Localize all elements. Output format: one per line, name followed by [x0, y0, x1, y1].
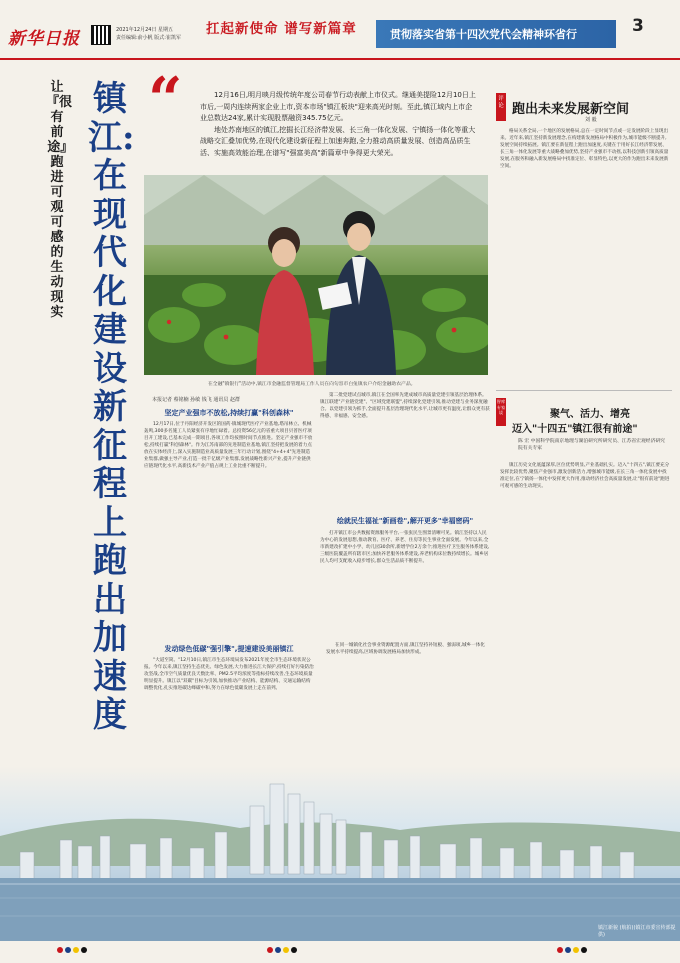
newspaper-logo: 新华日报: [8, 29, 80, 49]
column-banner: [376, 20, 616, 48]
date-info: [116, 26, 181, 42]
date-line: 2021年12月24日 星期五: [116, 27, 174, 33]
lead-paragraphs: [200, 90, 478, 159]
expert-author: 陈 宏 中国科学院南京地理与湖泊研究所研究员、江苏省宏观经济研究院有关专家: [518, 439, 665, 451]
greenhouse-photo: [144, 175, 488, 375]
qr-code-icon: [92, 26, 110, 44]
commentary-body: 格局关系全局,一个地区的发展格局,总在一定时间节点或一定发展阶段上显现出来。近年来,镇江坚持新发展理念,在构建新发展格局中积极作为,城市能级不断提升,发展空间持续拓展。镇江要在新征程上跑出加速度,关键在于用好长江经济带发展、长三角一体化发展等重大战略叠加优势,坚持产业强市不动摇,以科技创新引领高质量发展,在服务和融入新发展格局中找准定位、彰显特色,以更大的作为跑出未来发展新空间。: [500, 129, 669, 169]
expert-body: 镇江历史文化底蕴深厚,区位优势明显,产业基础扎实。迈入"十四五",镇江要充分发挥比较优势,聚焦产业强市,激发创新活力,增强城市能级,在长三角一体化发展中找准定位,在宁镇扬一体化中发挥更大作用,推动经济社会高质量发展,让"很有前途"跑进可观可感的生动现实。: [500, 463, 670, 489]
commentary-title: 跑出未来发展新空间: [512, 102, 630, 117]
lead-paragraph-1: 12月16日,明月映月级传统年度公司春节行动表献上市仪式。继通美提险12月10日上市后,一周内连续两家企业上市,资本市场"镇江板块"迎来高光时刻。至此,镇江域内上市企业总数达24家,累计实现股票融资345.75亿元。: [200, 91, 476, 122]
commentary-author: 刘 毅: [585, 117, 597, 123]
city-skyline-illustration: [0, 766, 680, 941]
section-2-title: 发动绿色低碳"强引擎",提速建设美丽镇江: [164, 645, 294, 653]
greenhouse-photo-illustration: [144, 175, 488, 375]
section-3-body: 第二批党建试点城市,镇江在全国率先建成城市高质量党建引领基层治理体系。镇江联建"产业链党建"、"区域党建联盟",持续深化党建引领,推动党建与业务深度融合。以党建引领为抓手,全面提升基层治理现代化水平,让城市更有温度,让群众更有获得感、幸福感、安全感。: [320, 393, 490, 419]
quote-mark-icon: “: [148, 65, 183, 135]
article-column-1: [144, 408, 314, 777]
section-2-body: "大道至简。"12月10日,镇江市生态环境局发布2021年度全市生态环境状况公报。今年以来,镇江坚持生态优先、绿色发展,大力推进长江大保护,持续打好污染防治攻坚战,全市空气质量优良天数比率、PM2.5平均浓度等指标持续改善,生态环境质量明显提升。镇江以"双碳"目标为引领,加快推动产业结构、能源结构、交通运输结构调整优化,扎实推进碳达峰碳中和,努力在绿色低碳发展上走在前列。: [144, 658, 314, 691]
byline: 本报记者 蔡铭楠 孙敏 钱飞 通讯员 赵群: [152, 397, 240, 403]
expert-title-line-2: 迈入"十四五"镇江很有前途": [512, 424, 638, 435]
masthead: [0, 0, 680, 58]
masthead-divider: [0, 58, 680, 60]
city-skyline-photo: [0, 766, 680, 941]
photo-caption: 在全融"镇银行"活动中,镇江市金融监督管理局工作人员在向句容市白兔镇农户介绍金融助农产品。: [208, 382, 416, 387]
section-4-body: 打开镇江市公共数据资源服务平台,一张张民生图景清晰可见。镇江坚持以人民为中心的发展思想,推动教育、医疗、养老、住房等民生事业全面发展。今年以来,全市新建改扩建中小学、幼儿园30余所,新增学位2万余个;推进医疗卫生服务体系建设,三级医院覆盖所有辖市区;加快养老服务体系建设,养老机构床位数持续增长。城乡居民人均可支配收入稳步增长,群众生活品质不断提升。: [320, 531, 490, 564]
page-number: 3: [632, 16, 644, 36]
expert-tag: [496, 398, 506, 426]
section-4-extra: 在同一城镇化社会事业资源配置方面,镇江坚持补短板、强弱项,城乡一体化发展水平持续提高,区域协调发展格局加快形成。: [326, 643, 485, 655]
article-column-2: [320, 392, 490, 628]
headline-title: 镇江:在现代化建设新征程上跑出加速度: [88, 79, 135, 735]
page-footer: [0, 941, 680, 959]
column-banner-text: 贯彻落实省第十四次党代会精神环省行: [390, 28, 577, 41]
city-photo-credit: 镇江新貌 (航拍)(镇江市委宣传部提供): [598, 925, 676, 938]
registration-marks: [0, 941, 680, 959]
section-4-title: 绘就民生福祉"新画卷",解开更多"幸福密码": [336, 517, 474, 525]
right-column-divider: [496, 390, 672, 391]
commentary-tag-text: 评论: [498, 96, 504, 109]
section-1-body: 12月17日,位于丹阳经济开发区的国药·镇城现代医疗产业基地,塔吊林立、机械轰鸣,300多名施工人员紧张有序地忙碌着。总投资56亿元的省重大项目贝普医疗项目开工建设,已基本完成一期项目,各项工作均按照时间节点推进。坚定产业强市不放松,持续打赢"科创森林"。作为江苏南部的先进制造业基地,镇江坚持把发展的着力点放在实体经济上,深入实施制造业高质量发展三年行动计划,围绕"4+4+4"先进制造业集群,做强主导产业,打造一批千亿级产业集群,发展战略性新兴产业,提升产业链供应链现代化水平,高新技术产业产值占规上工业比重不断提升。: [144, 422, 313, 469]
headline-subtitle: 让『很有前途』跑进可观可感的生动现实: [46, 80, 73, 320]
lead-paragraph-2: 地处苏南地区的镇江,挖掘长江经济带发展、长三角一体化发展、宁镇扬一体化等重大战略交汇叠加优势,在现代化建设新征程上加速奔跑,全力推动高质量发展、创造高品质生活、实施高效能治理,在谱写"强富美高"新篇章中争得更大荣光。: [200, 125, 476, 157]
expert-title-line-1: 聚气、活力、增亮: [550, 409, 630, 420]
expert-tag-text: 智库专家谈: [496, 399, 506, 415]
slogan: 扛起新使命 谱写新篇章: [206, 21, 357, 37]
editor-line: 责任编辑:俞小帆 版式:崔凯军: [116, 35, 181, 41]
section-1-title: 坚定产业强市不放松,持续打赢"科创森林": [164, 409, 294, 417]
commentary-tag: [496, 93, 506, 121]
